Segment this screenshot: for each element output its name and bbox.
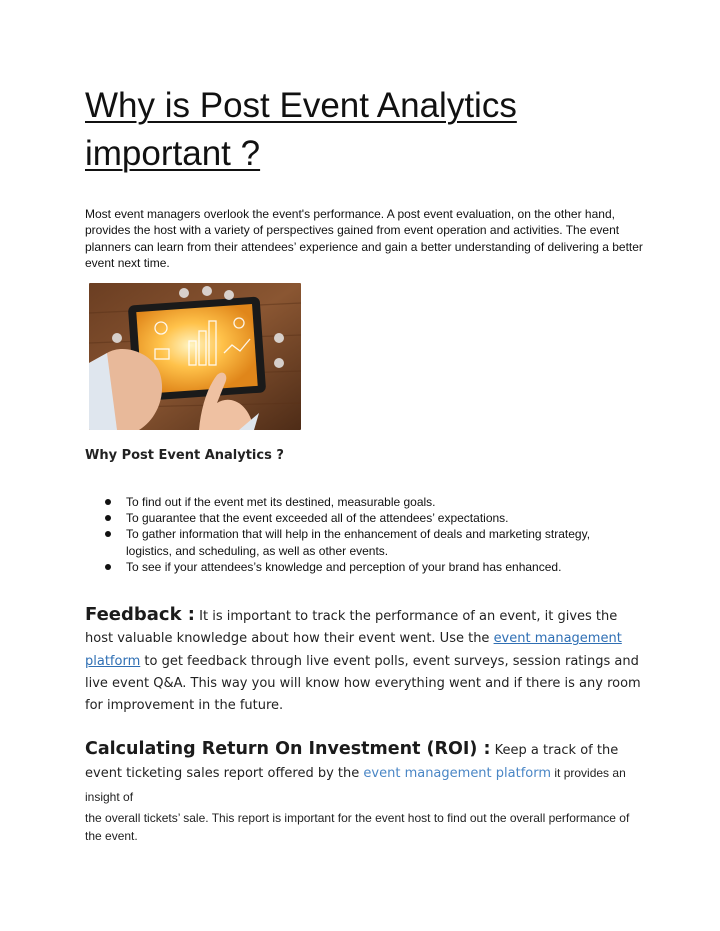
roi-text-inline: it provides an insight of <box>85 766 626 804</box>
roi-text-tail: the overall tickets’ sale. This report is important for the event host to find out the overall performance of the event. <box>85 810 630 843</box>
intro-paragraph: Most event managers overlook the event's performance. A post event evaluation, on the other hand, provides the host with a variety of perspectives gained from event operation and activities. The event planners can learn from their attendees’ experience and gain a better understanding of delivering a better event next time. <box>85 207 643 270</box>
feedback-paragraph <box>85 604 645 717</box>
list-item: To guarantee that the event exceeded all of the attendees’ expectations. <box>105 510 625 526</box>
bullet-icon <box>105 499 111 505</box>
list-item: To see if your attendees’s knowledge and perception of your brand has enhanced. <box>105 559 625 575</box>
page-title: Why is Post Event Analytics important ? <box>85 86 517 173</box>
roi-text-before: Keep a track of the event ticketing sales report offered by the <box>85 743 619 782</box>
event-management-platform-link[interactable]: event management platform <box>85 631 622 669</box>
section-heading: Why Post Event Analytics ? <box>85 448 284 463</box>
list-item: To find out if the event met its destined, measurable goals. <box>105 494 625 510</box>
list-item: To gather information that will help in the enhancement of deals and marketing strategy, logistics, and scheduling, as well as other events. <box>105 526 625 558</box>
feedback-text-before: It is important to track the performance of an event, it gives the host valuable knowledge about how their event went. Use the <box>85 609 618 647</box>
feedback-text-after: to get feedback through live event polls, event surveys, session ratings and live event Q&A. This way you will know how everything went and if there is any room for improvement in the future. <box>85 653 641 714</box>
reasons-list <box>105 494 625 575</box>
roi-paragraph <box>85 738 645 845</box>
analytics-tablet-image <box>89 283 301 430</box>
bullet-icon <box>105 564 111 570</box>
feedback-heading: Feedback : <box>85 604 196 625</box>
roi-heading: Calculating Return On Investment (ROI) : <box>85 739 491 759</box>
bullet-icon <box>105 531 111 537</box>
event-management-platform-link[interactable]: event management platform <box>363 766 552 782</box>
bullet-icon <box>105 515 111 521</box>
